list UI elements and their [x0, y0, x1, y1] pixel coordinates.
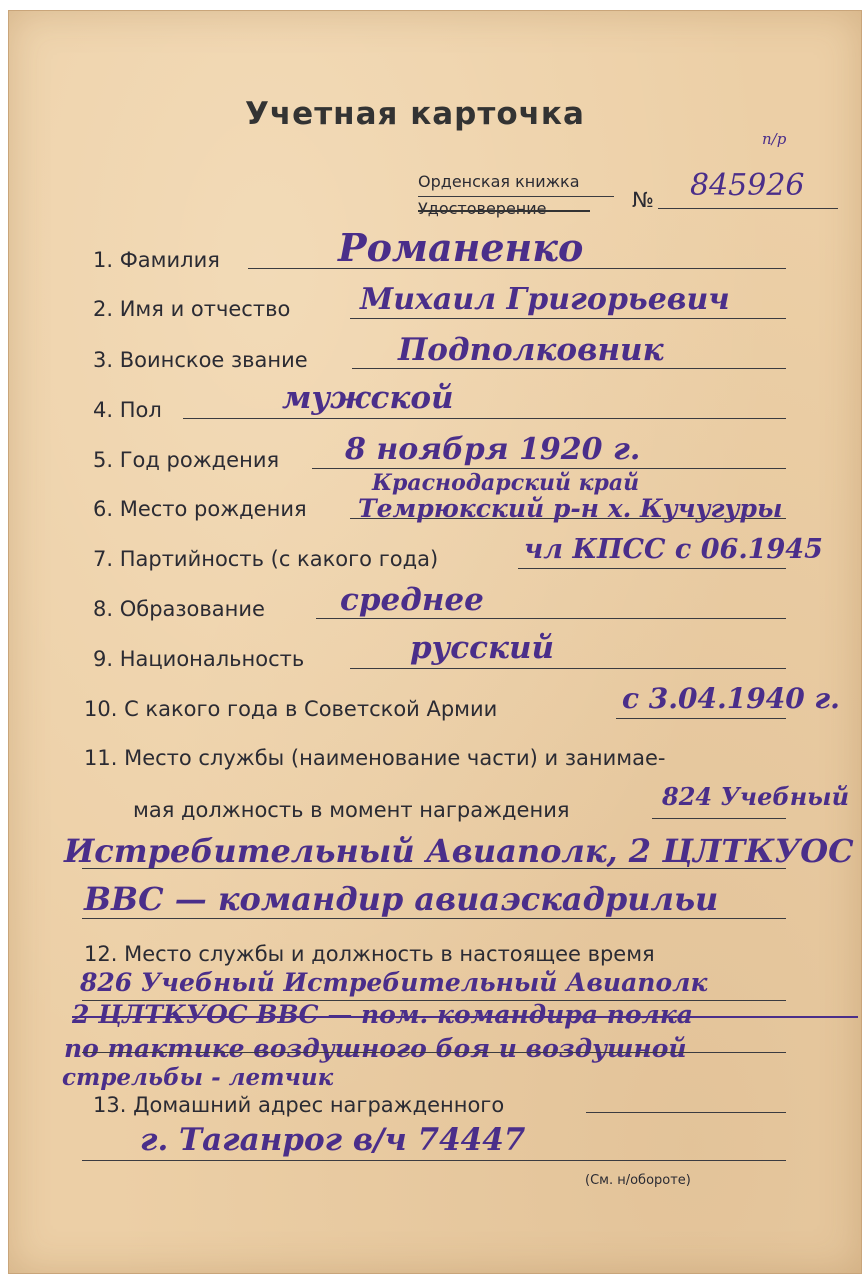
field-1-value: Романенко: [338, 225, 584, 270]
field-11-line3: [82, 918, 786, 919]
field-6-value-line1: Краснодарский край: [372, 470, 640, 496]
field-3-label: 3. Воинское звание: [93, 348, 308, 372]
field-4-value: мужской: [282, 380, 454, 416]
number-label: №: [632, 188, 654, 212]
field-2-value: Михаил Григорьевич: [360, 282, 730, 317]
field-12-value-line1: 826 Учебный Истребительный Авиаполк: [80, 968, 708, 997]
field-12-value-line3: по тактике воздушного боя и воздушной: [64, 1034, 687, 1063]
field-3-line: [352, 368, 786, 369]
field-10-value: с 3.04.1940 г.: [622, 682, 840, 715]
field-4-label: 4. Пол: [93, 398, 162, 422]
field-5-line: [312, 468, 786, 469]
field-4-line: [183, 418, 786, 419]
field-9-label: 9. Национальность: [93, 647, 305, 671]
field-13-label: 13. Домашний адрес награжденного: [93, 1093, 505, 1117]
field-11-line: [652, 818, 786, 819]
field-11-label-line2: мая должность в момент награждения: [133, 798, 570, 822]
doc-type-certificate: Удостоверение: [418, 199, 547, 218]
field-2-line: [350, 318, 786, 319]
field-5-value: 8 ноября 1920 г.: [345, 432, 641, 467]
field-6-value-line2: Темрюкский р-н х. Кучугуры: [358, 494, 783, 523]
field-12-value-line2: 2 ЦЛТКУОС ВВС — пом. командира полка: [72, 1000, 693, 1029]
field-13-line2: [82, 1160, 786, 1161]
field-12-value-line4: стрельбы - летчик: [62, 1064, 334, 1091]
field-12-line2: [82, 1052, 786, 1053]
field-10-line: [616, 718, 786, 719]
certificate-strikethrough: [418, 210, 590, 212]
number-value: 845926: [690, 168, 805, 203]
field-10-label: 10. С какого года в Советской Армии: [84, 697, 498, 721]
corner-note: п/р: [762, 130, 787, 148]
field-11-label-line1: 11. Место службы (наименование части) и занимае-: [84, 746, 666, 770]
field-1-label: 1. Фамилия: [93, 248, 220, 272]
number-line: [658, 208, 838, 209]
field-11-value-line1: 824 Учебный: [662, 782, 850, 811]
field-7-label: 7. Партийность (с какого года): [93, 547, 439, 571]
field-8-label: 8. Образование: [93, 597, 265, 621]
field-13-line: [586, 1112, 786, 1113]
field-3-value: Подполковник: [398, 332, 664, 368]
field-8-line: [316, 618, 786, 619]
field-11-value-line3: ВВС — командир авиаэскадрильи: [84, 880, 719, 918]
doc-type-underline: [418, 196, 614, 197]
field-12-label: 12. Место службы и должность в настоящее время: [84, 942, 655, 966]
field-12-strikethrough: [72, 1016, 858, 1018]
field-6-label: 6. Место рождения: [93, 497, 307, 521]
field-5-label: 5. Год рождения: [93, 448, 280, 472]
doc-type-order-book: Орденская книжка: [418, 172, 580, 191]
field-9-line: [350, 668, 786, 669]
field-11-line2: [82, 868, 786, 869]
field-2-label: 2. Имя и отчество: [93, 297, 291, 321]
card-title: Учетная карточка: [245, 96, 585, 132]
field-9-value: русский: [410, 630, 555, 666]
see-reverse-note: (См. н/обороте): [585, 1173, 691, 1188]
field-13-value: г. Таганрог в/ч 74447: [140, 1122, 526, 1158]
field-7-line: [518, 568, 786, 569]
field-8-value: среднее: [340, 582, 484, 618]
field-7-value: чл КПСС с 06.1945: [524, 534, 823, 565]
field-11-value-line2: Истребительный Авиаполк, 2 ЦЛТКУОС: [64, 832, 854, 870]
